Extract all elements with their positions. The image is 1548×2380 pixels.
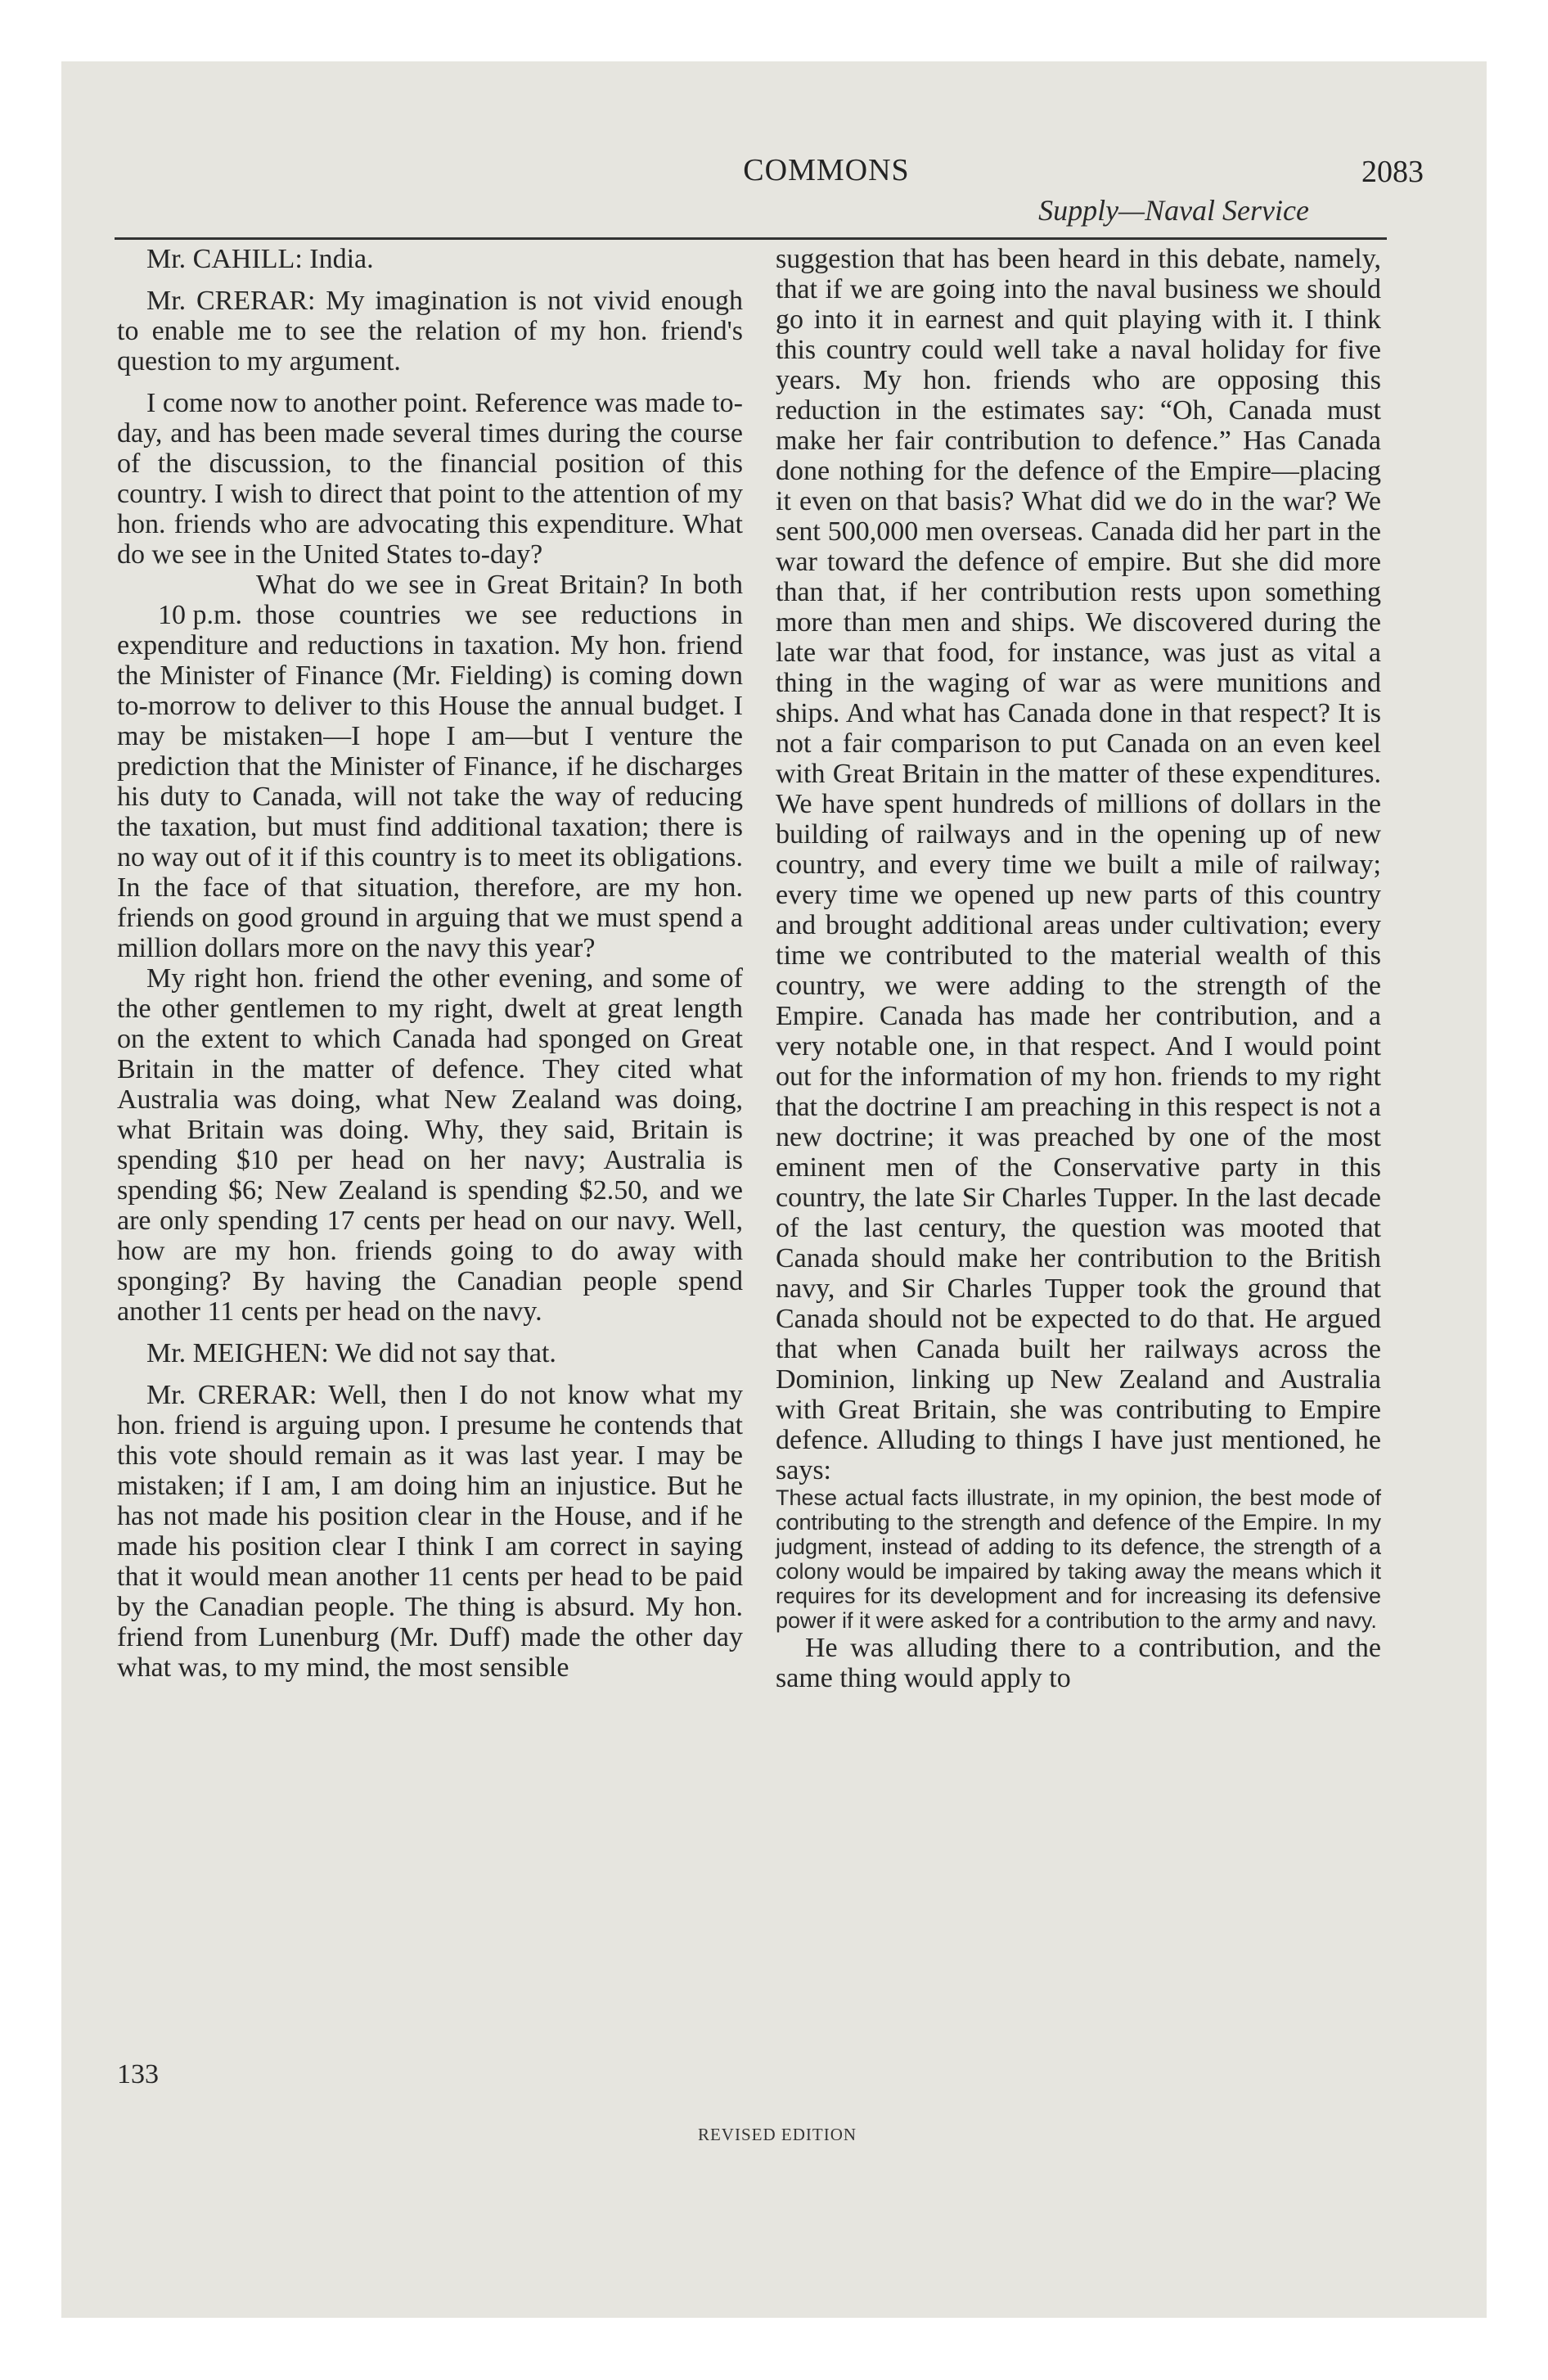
running-head-subtitle: Supply—Naval Service — [1038, 194, 1309, 227]
edition-footer: REVISED EDITION — [697, 2125, 857, 2144]
right-column — [776, 244, 1381, 1693]
signature-folio: 133 — [117, 2059, 159, 2089]
paragraph-crerar-2: Mr. CRERAR: Well, then I do not know what my hon. friend is arguing upon. I presume he contends that this vote should remain as it was last year. I may be mistaken; if I am, I am doing him an injustice. But he has not made his position clear in the House, and if he made his position clear I think I am correct in saying that it would mean another 11 cents per head to be paid by the Canadian people. The thing is absurd. My hon. friend from Lunenburg (Mr. Duff) made the other day what was, to my mind, the most sensible — [117, 1380, 743, 1683]
time-mark-block — [117, 570, 743, 963]
paragraph-meighen: Mr. MEIGHEN: We did not say that. — [146, 1338, 556, 1368]
paragraph-financial-position: I come now to another point. Reference was made to-day, and has been made several times during the course of the discussion, to the financial position of this country. I wish to direct that point to the attention of my hon. friends who are advocating this expenditure. What do we see in the United States to-day? — [117, 388, 743, 570]
paragraph-great-britain-text: What do we see in Great Britain? In both those countries we see reductions in expenditure and reductions in taxation. My hon. friend the Minister of Finance (Mr. Fielding) is coming down to-morrow to deliver to this House the annual budget. I may be mistaken—I hope I am—but I venture the prediction that the Minister of Finance, if he discharges his duty to Canada, will not take the way of reducing the taxation, but must find additional taxation; there is no way out of it if this country is to meet its obligations. In the face of that situation, therefore, are my hon. friends on good ground in arguing that we must spend a million dollars more on the navy this year? — [117, 570, 743, 963]
quotation-tupper: These actual facts illustrate, in my opinion, the best mode of contributing to the strength and defence of the Empire. In my judgment, instead of adding to its defence, the strength of a colony would be impaired by taking away the means which it requires for its development and for increasing its defensive power if it were asked for a contribution to the army and navy. — [776, 1485, 1381, 1633]
left-column — [117, 244, 743, 1683]
header-rule — [115, 237, 1387, 240]
paragraph-contribution: He was alluding there to a contribution, and the same thing would apply to — [776, 1633, 1381, 1693]
paragraph-sponging: My right hon. friend the other evening, and some of the other gentlemen to my right, dwelt at great length on the extent to which Canada had sponged on Great Britain in the matter of defence. They cited what Australia was doing, what New Zealand was doing, what Britain was doing. Why, they said, Britain is spending $10 per head on her navy; Australia is spending $6; New Zealand is spending $2.50, and we are only spending 17 cents per head on our navy. Well, how are my hon. friends going to do away with sponging? By having the Canadian people spend another 11 cents per head on the navy. — [117, 963, 743, 1327]
paragraph-naval-holiday: suggestion that has been heard in this debate, namely, that if we are going into the naval business we should go into it in earnest and quit playing with it. I think this country could well take a naval holiday for five years. My hon. friends who are opposing this reduction in the estimates say: “Oh, Canada must make her fair contribution to defence.” Has Canada done nothing for the defence of the Empire—placing it even on that basis? What did we do in the war? We sent 500,000 men overseas. Canada did her part in the war toward the defence of empire. But she did more than that, if her contribution rests upon something more than men and ships. We discovered during the late war that food, for instance, was just as vital a thing in the waging of war as were munitions and ships. And what has Canada done in that respect? It is not a fair comparison to put Canada on an even keel with Great Britain in the matter of these expenditures. We have spent hundreds of millions of dollars in the building of railways and in the opening up of new country, and every time we built a mile of railway; every time we opened up new parts of this country and brought additional areas under cultivation; every time we contributed to the material wealth of this country, we were adding to the strength of the Empire. Canada has made her contribution, and a very notable one, in that respect. And I would point out for the information of my hon. friends to my right that the doctrine I am preaching in this respect is not a new doctrine; it was preached by one of the most eminent men of the Conservative party in this country, the late Sir Charles Tupper. In the last decade of the last century, the question was mooted that Canada should make her contribution to the British navy, and Sir Charles Tupper took the ground that Canada should not be expected to do that. He argued that when Canada built her railways across the Dominion, linking up New Zealand and Australia with Great Britain, she was contributing to Empire defence. Alluding to things I have just mentioned, he says: — [776, 244, 1381, 1485]
time-mark: 10 p.m. — [158, 600, 242, 630]
paragraph-crerar-1: Mr. CRERAR: My imagination is not vivid enough to enable me to see the relation of my hon. friend's question to my argument. — [117, 286, 743, 376]
running-head-title: COMMONS — [743, 153, 910, 187]
page-number: 2083 — [1361, 155, 1424, 189]
paragraph-cahill: Mr. CAHILL: India. — [146, 244, 374, 274]
paragraph-great-britain — [117, 570, 743, 963]
